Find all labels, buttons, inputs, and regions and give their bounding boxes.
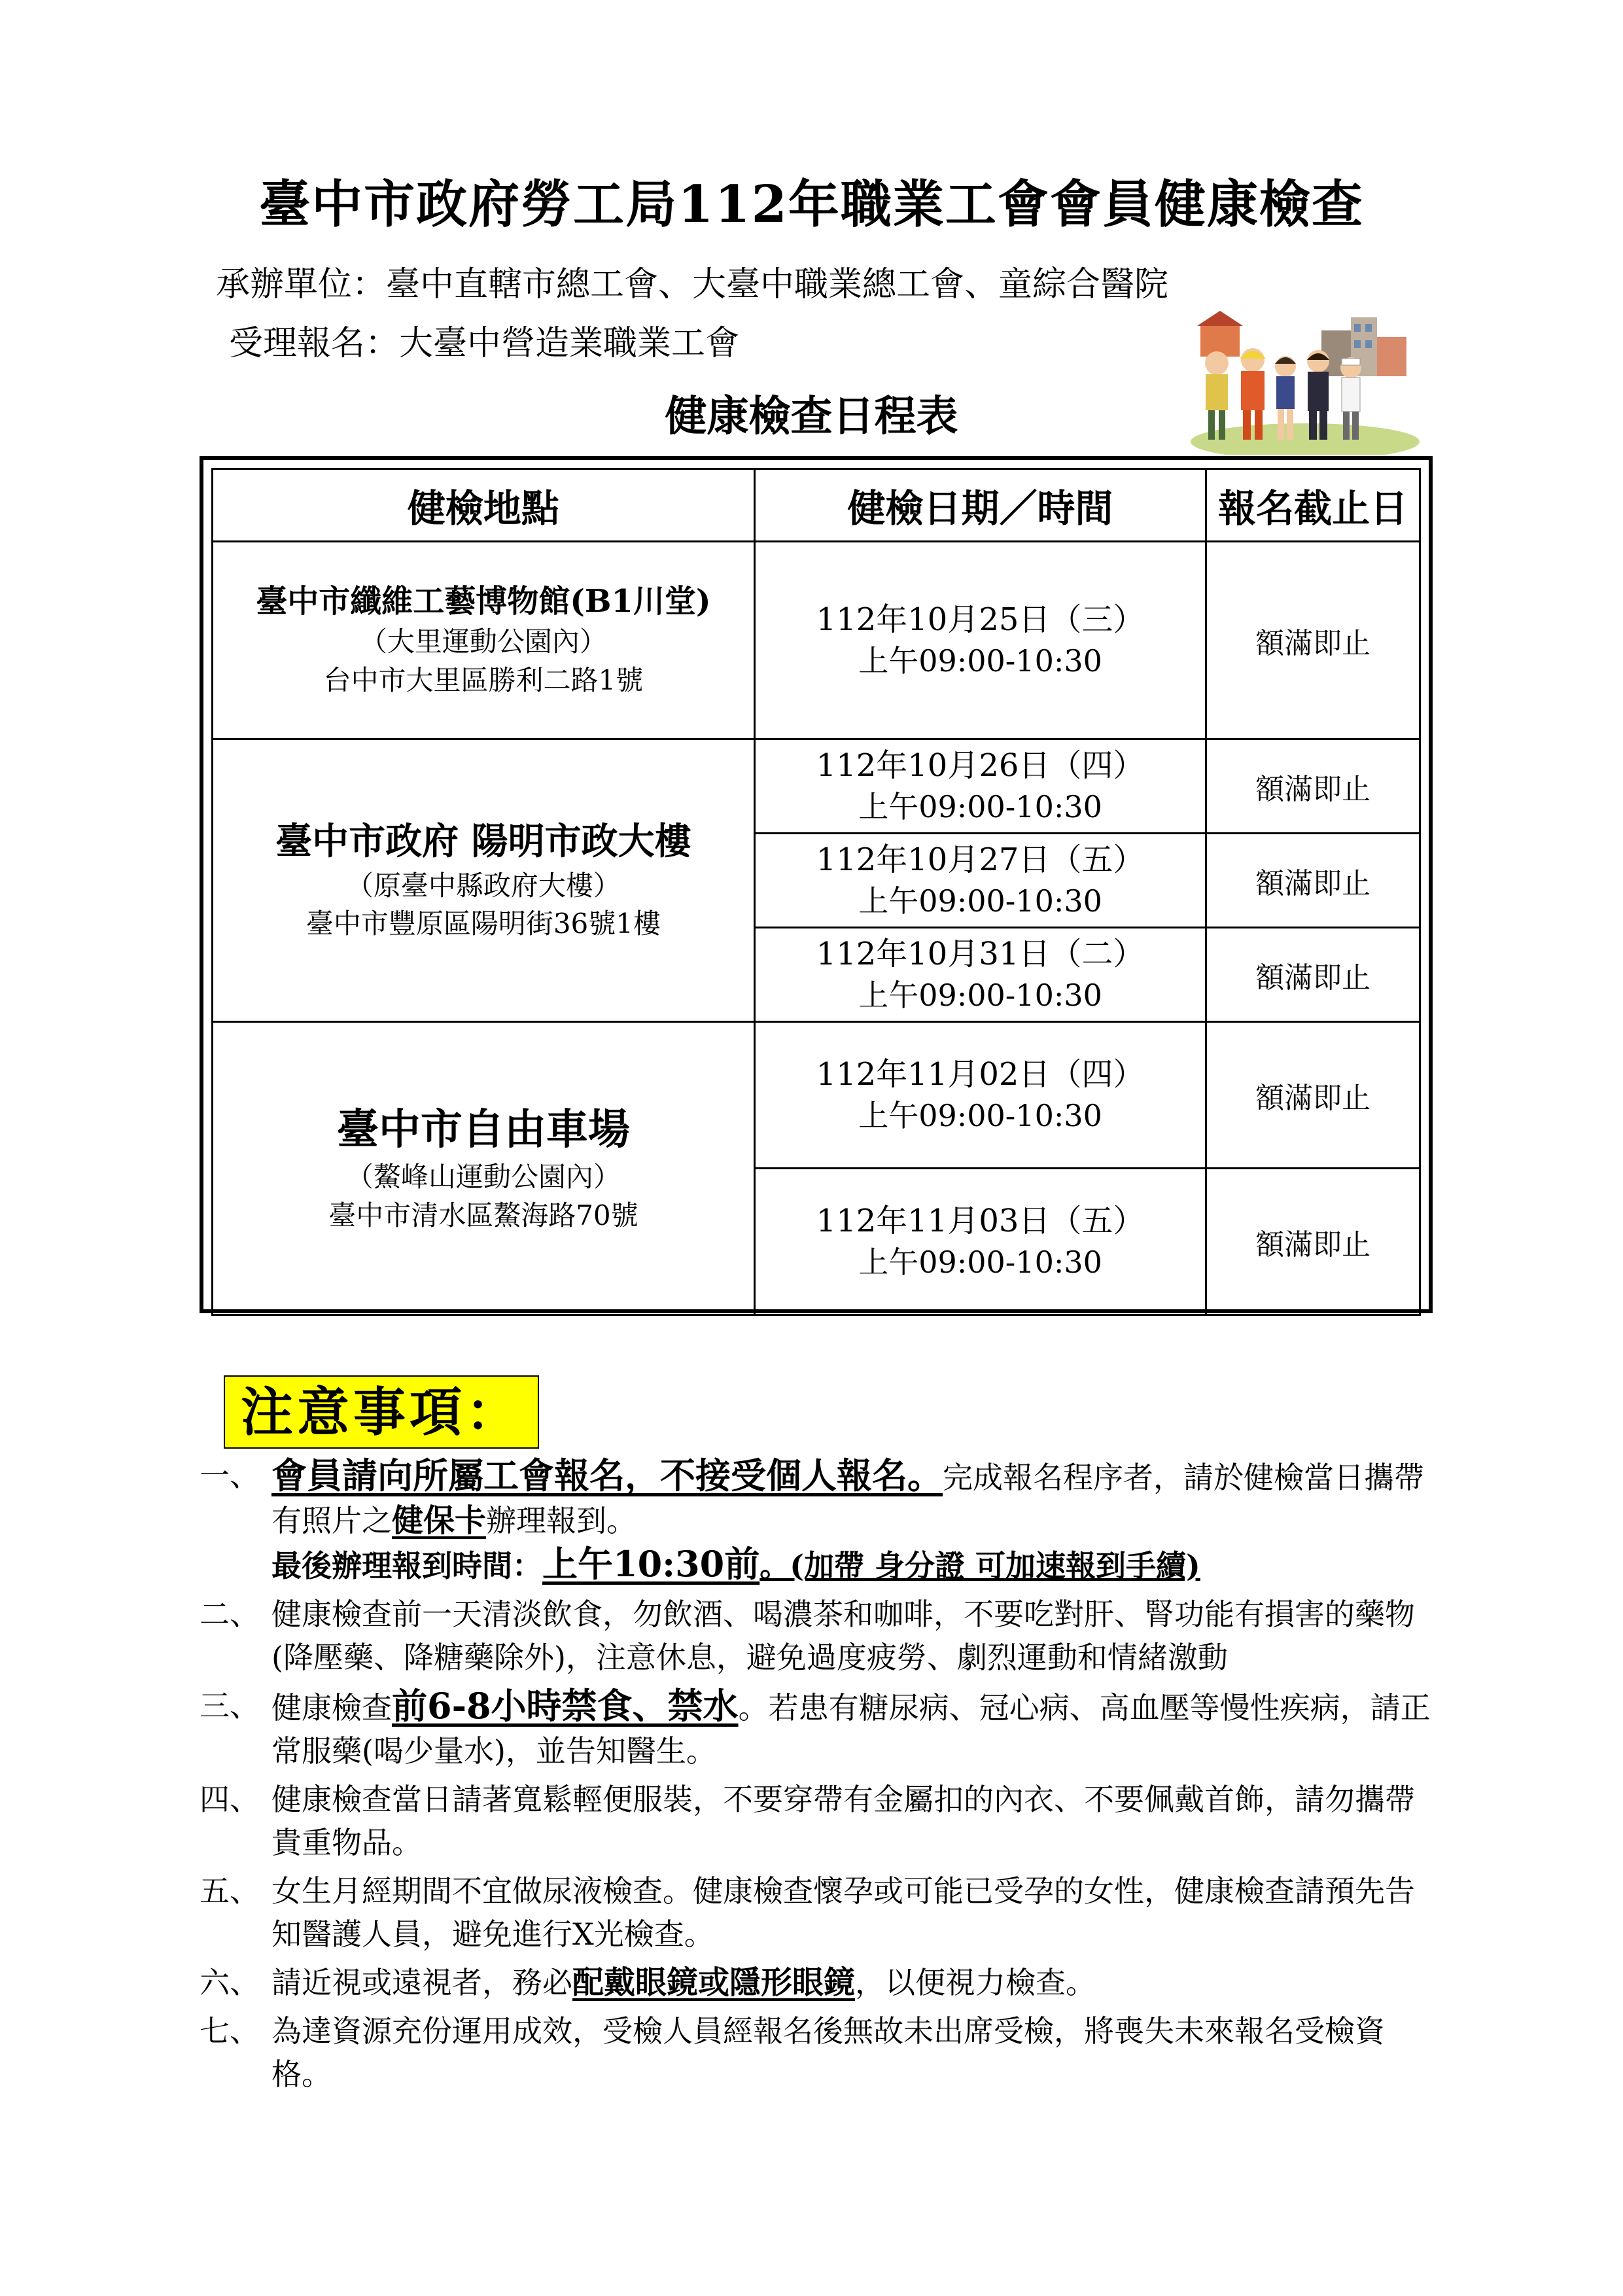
datetime-cell <box>754 928 1206 1022</box>
location-name: 臺中市政府 陽明市政大樓 <box>275 819 691 863</box>
deadline-cell: 額滿即止 <box>1206 928 1420 1022</box>
schedule-table <box>211 468 1421 1316</box>
note-emphasis: 配戴眼鏡或隱形眼鏡 <box>572 1964 856 2001</box>
note-item-2 <box>200 1593 1442 1679</box>
note-text: 辦理報到。 <box>486 1503 637 1538</box>
note-text: 。(加帶 身分證 可加速報到手續) <box>759 1548 1200 1583</box>
note-emphasis: 健保卡 <box>392 1502 487 1539</box>
location-cell <box>213 739 755 1022</box>
session-date: 112年10月31日（二） <box>816 936 1145 973</box>
session-date: 112年10月25日（三） <box>816 601 1145 639</box>
session-time: 上午09:00-10:30 <box>858 1244 1102 1280</box>
location-cell <box>213 542 755 739</box>
notes-list <box>200 1454 1442 2101</box>
note-text: ，以便視力檢查。 <box>855 1965 1096 2000</box>
deadline-cell: 額滿即止 <box>1206 739 1420 834</box>
session-date: 112年11月03日（五） <box>816 1203 1145 1240</box>
session-time: 上午09:00-10:30 <box>858 977 1102 1013</box>
note-text: 完成報名程序者，請於健檢當日攜帶有照片之 <box>271 1460 1424 1538</box>
note-item-1 <box>200 1454 1442 1587</box>
deadline-cell: 額滿即止 <box>1206 1169 1420 1315</box>
notes-heading: 注意事項： <box>224 1375 539 1449</box>
table-header-row <box>213 469 1420 542</box>
note-item-7 <box>200 2009 1442 2096</box>
datetime-cell <box>754 1169 1206 1315</box>
header-datetime: 健檢日期／時間 <box>754 469 1206 542</box>
session-date: 112年10月26日（四） <box>816 747 1145 785</box>
note-item-4 <box>200 1778 1442 1864</box>
location-address: 臺中市清水區鰲海路70號 <box>328 1199 638 1231</box>
organizer-line: 承辦單位：臺中直轄市總工會、大臺中職業總工會、童綜合醫院 <box>216 265 1169 304</box>
location-cell <box>213 1022 755 1315</box>
note-item-6 <box>200 1961 1442 2004</box>
note-number: 三、 <box>200 1688 260 1723</box>
note-emphasis: 上午10:30前 <box>542 1543 760 1585</box>
deadline-cell: 額滿即止 <box>1206 1022 1420 1169</box>
note-item-5 <box>200 1869 1442 1956</box>
location-address: 台中市大里區勝利二路1號 <box>323 663 644 696</box>
location-note: （大里運動公園內） <box>359 626 607 658</box>
header-location: 健檢地點 <box>213 469 755 542</box>
table-row <box>213 739 1420 834</box>
table-row <box>213 1022 1420 1169</box>
note-text: 最後辦理報到時間： <box>271 1548 542 1583</box>
registration-line: 受理報名：大臺中營造業職業工會 <box>229 324 740 363</box>
note-text: 。若患有糖尿病、冠心病、高血壓等慢性疾病，請正常服藥(喝少量水)，並告知醫生。 <box>271 1690 1431 1769</box>
session-time: 上午09:00-10:30 <box>858 1097 1102 1133</box>
page-title: 臺中市政府勞工局112年職業工會會員健康檢查 <box>259 175 1364 234</box>
note-number: 七、 <box>200 2013 260 2049</box>
note-number: 五、 <box>200 1873 260 1909</box>
location-name: 臺中市纖維工藝博物館(B1川堂) <box>256 583 711 620</box>
note-text: 請近視或遠視者，務必 <box>271 1965 572 2000</box>
note-number: 六、 <box>200 1965 260 2000</box>
table-row <box>213 542 1420 739</box>
location-note: （原臺中縣政府大樓） <box>345 869 621 902</box>
session-time: 上午09:00-10:30 <box>858 883 1102 919</box>
location-name: 臺中市自由車場 <box>336 1104 630 1154</box>
datetime-cell <box>754 834 1206 928</box>
session-time: 上午09:00-10:30 <box>858 788 1102 824</box>
note-text: 女生月經期間不宜做尿液檢查。健康檢查懷孕或可能已受孕的女性，健康檢查請預先告知醫護人員，避免進行X光檢查。 <box>271 1873 1415 1952</box>
schedule-table-frame <box>200 456 1433 1313</box>
note-text: 健康檢查前一天清淡飲食，勿飲酒、喝濃茶和咖啡，不要吃對肝、腎功能有損害的藥物(降壓藥、降糖藥除外)，注意休息，避免過度疲勞、劇烈運動和情緒激動 <box>271 1597 1415 1675</box>
location-address: 臺中市豐原區陽明街36號1樓 <box>305 908 661 940</box>
note-text: 為達資源充份運用成效，受檢人員經報名後無故未出席受檢，將喪失未來報名受檢資格。 <box>271 2013 1385 2092</box>
note-emphasis: 會員請向所屬工會報名，不接受個人報名。 <box>271 1455 943 1496</box>
location-note: （鰲峰山運動公園內） <box>345 1160 621 1193</box>
datetime-cell <box>754 739 1206 834</box>
session-date: 112年11月02日（四） <box>816 1056 1145 1093</box>
datetime-cell <box>754 1022 1206 1169</box>
workers-illustration <box>1187 308 1423 455</box>
note-text: 健康檢查 <box>271 1690 392 1725</box>
datetime-cell <box>754 542 1206 739</box>
header-deadline: 報名截止日 <box>1206 469 1420 542</box>
session-time: 上午09:00-10:30 <box>858 643 1102 679</box>
note-number: 一、 <box>200 1458 260 1493</box>
schedule-subtitle: 健康檢查日程表 <box>665 392 958 441</box>
note-item-3 <box>200 1684 1442 1773</box>
deadline-cell: 額滿即止 <box>1206 542 1420 739</box>
note-text: 健康檢查當日請著寬鬆輕便服裝，不要穿帶有金屬扣的內衣、不要佩戴首飾，請勿攜帶貴重物品。 <box>271 1782 1415 1860</box>
session-date: 112年10月27日（五） <box>816 841 1145 879</box>
note-number: 二、 <box>200 1597 260 1632</box>
note-emphasis: 前6-8小時禁食、禁水 <box>392 1685 739 1727</box>
note-number: 四、 <box>200 1782 260 1817</box>
deadline-cell: 額滿即止 <box>1206 834 1420 928</box>
